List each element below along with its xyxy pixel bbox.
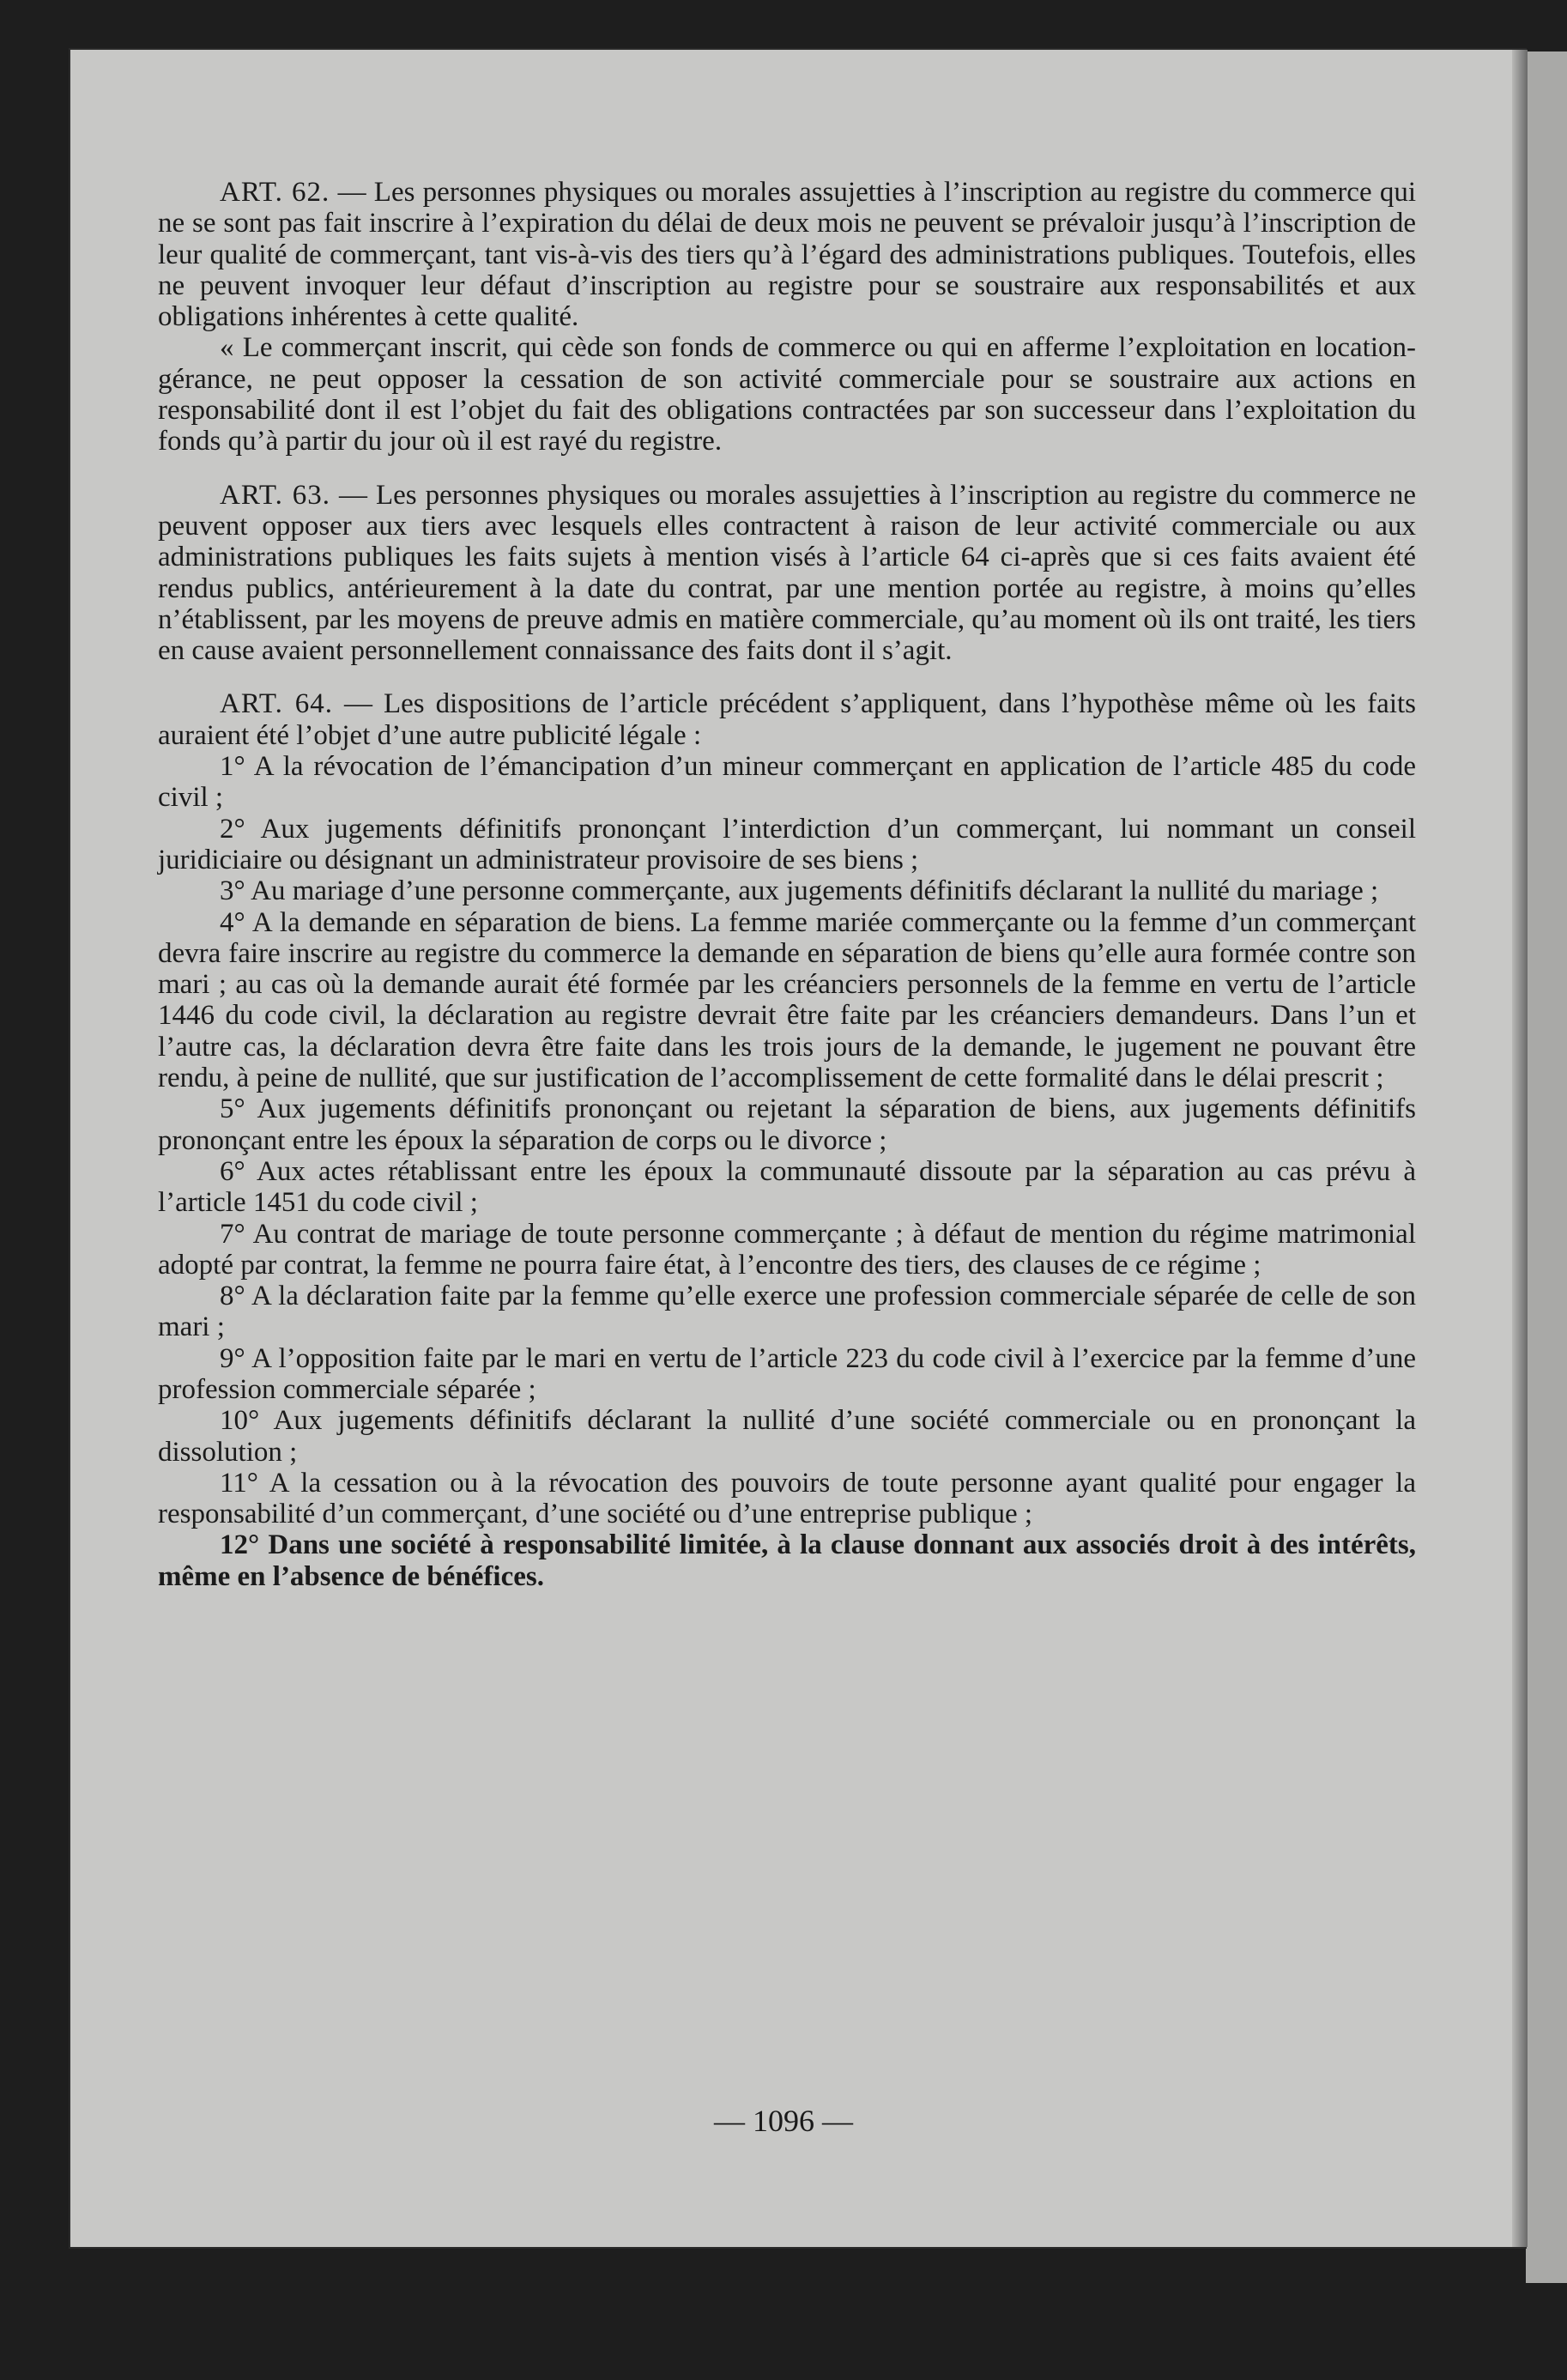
article-62-text-1: — Les personnes physiques ou morales assujetties à l’inscription au registre du commerce qui ne se sont pas fait inscrire à l’expiration du délai de deux mois ne peuvent se prévaloir jusqu’à l’inscription de leur qualité de commerçant, tant vis-à-vis des tiers qu’à l’égard des administrations publiques. Toutefois, elles ne peuvent invoquer leur défaut d’inscription au registre pour se soustraire aux responsabilités et aux obligations inhérentes à cette qualité. [158,177,1417,333]
article-63-text-1: — Les personnes physiques ou morales assujetties à l’inscription au registre du commerce ne peuvent opposer aux tiers avec lesquels elles contractent à raison de leur activité commerciale ou aux administrations publiques les faits sujets à mention visés à l’article 64 ci-après que si ces faits avaient été rendus publics, antérieurement à la date du contrat, par une mention portée au registre, à moins qu’elles n’établissent, par les moyens de preuve admis en matière commerciale, qu’au moment où ils ont traité, les tiers en cause avaient personnellement connaissance des faits dont il s’agit. [158,479,1417,667]
article-62-paragraph-2: « Le commerçant inscrit, qui cède son fonds de commerce ou qui en afferme l’exploitation en location-gérance, ne peut opposer la cessation de son activité commerciale pour se soustraire aux actions en responsabilité dont il est l’objet du fait des obligations contractées par son successeur dans l’exploitation du fonds qu’à partir du jour où il est rayé du registre. [158,332,1416,457]
article-64-item-2: 2° Aux jugements définitifs prononçant l’interdiction d’un commerçant, lui nommant un conseil juridiciaire ou désignant un administrateur provisoire de ses biens ; [158,813,1416,875]
page-number: — 1096 — [714,2104,853,2138]
article-63-label: ART. 63. [220,479,331,511]
article-62 [158,177,1416,457]
article-64 [158,688,1416,1592]
article-63 [158,480,1416,667]
article-64-item-9: 9° A l’opposition faite par le mari en vertu de l’article 223 du code civil à l’exercice par la femme d’une profession commerciale séparée ; [158,1342,1416,1405]
article-64-item-12: 12° Dans une société à responsabilité limitée, à la clause donnant aux associés droit à des intérêts, même en l’absence de bénéfices. [158,1529,1416,1592]
document-body [158,177,1416,1614]
article-63-paragraph-1 [158,480,1416,667]
article-62-label: ART. 62. [220,177,330,208]
article-64-item-1: 1° A la révocation de l’émancipation d’un mineur commerçant en application de l’article 485 du code civil ; [158,751,1416,814]
article-64-intro [158,688,1416,751]
article-64-item-11: 11° A la cessation ou à la révocation des pouvoirs de toute personne ayant qualité pour engager la responsabilité d’un commerçant, d’une société ou d’une entreprise publique ; [158,1467,1416,1530]
article-64-intro-text: — Les dispositions de l’article précédent s’appliquent, dans l’hypothèse même où les faits auraient été l’objet d’une autre publicité légale : [158,688,1416,751]
article-62-paragraph-1 [158,177,1416,332]
article-64-item-6: 6° Aux actes rétablissant entre les époux la communauté dissoute par la séparation au cas prévu à l’article 1451 du code civil ; [158,1155,1416,1219]
article-64-item-5: 5° Aux jugements définitifs prononçant ou rejetant la séparation de biens, aux jugements définitifs prononçant entre les époux la séparation de corps ou le divorce ; [158,1093,1416,1156]
article-64-item-7: 7° Au contrat de mariage de toute personne commerçante ; à défaut de mention du régime matrimonial adopté par contrat, la femme ne pourra faire état, à l’encontre des tiers, des clauses de ce régime ; [158,1218,1416,1281]
spine-shadow [1512,50,1528,2247]
article-64-item-8: 8° A la déclaration faite par la femme qu’elle exerce une profession commerciale séparée de celle de son mari ; [158,1281,1416,1343]
article-64-item-3: 3° Au mariage d’une personne commerçante, aux jugements définitifs déclarant la nullité du mariage ; [220,875,1379,907]
next-page-edge [1526,51,1567,2283]
article-64-item-4: 4° A la demande en séparation de biens. La femme mariée commerçante ou la femme d’un commerçant devra faire inscrire au registre du commerce la demande en séparation de biens qu’elle aura formée contre son mari ; au cas où la demande aurait été formée par les créanciers personnels de la femme en vertu de l’article 1446 du code civil, la déclaration au registre devrait être faite par les créanciers demandeurs. Dans l’un et l’autre cas, la déclaration devra être faite dans les trois jours de la demande, le jugement ne pouvant être rendu, à peine de nullité, que sur justification de l’accomplissement de cette formalité dans le délai prescrit ; [158,906,1416,1094]
article-64-item-10: 10° Aux jugements définitifs déclarant la nullité d’une société commerciale ou en prononçant la dissolution ; [158,1405,1416,1468]
article-64-label: ART. 64. [220,688,334,720]
